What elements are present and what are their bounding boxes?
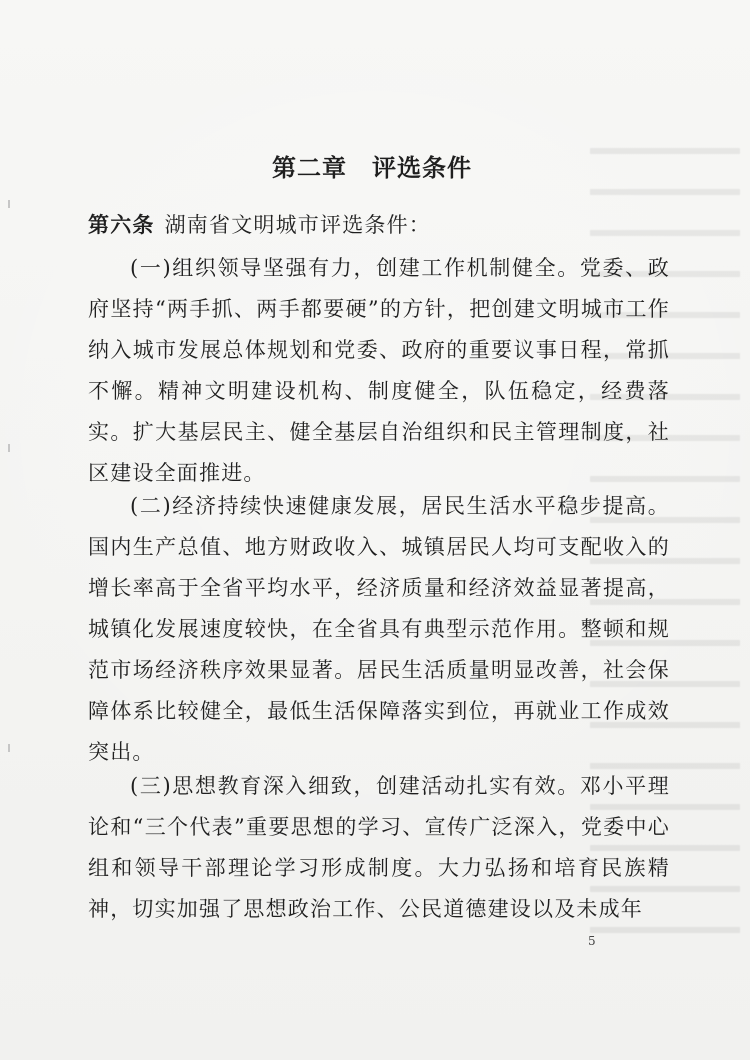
left-edge-mark [8, 200, 10, 208]
article-heading [88, 209, 431, 239]
paragraph-2: (二)经济持续快速健康发展，居民生活水平稳步提高。国内生产总值、地方财政收入、城镇居民人均可支配收入的增长率高于全省平均水平，经济质量和经济效益显著提高，城镇化发展速度较快，在全省具有典型示范作用。整顿和规范市场经济秩序效果显著。居民生活质量明显改善，社会保障体系比较健全，最低生活保障落实到位，再就业工作成效突出。 [88, 494, 670, 764]
article-text: 湖南省文明城市评选条件： [164, 213, 432, 237]
paragraph-1: (一)组织领导坚强有力，创建工作机制健全。党委、政府坚持“两手抓、两手都要硬”的方针，把创建文明城市工作纳入城市发展总体规划和党委、政府的重要议事日程，常抓不懈。精神文明建设机构、制度健全，队伍稳定，经费落实。扩大基层民主、健全基层自治组织和民主管理制度，社区建设全面推进。 [88, 256, 670, 485]
left-edge-mark [8, 444, 10, 452]
paragraph-3: (三)思想教育深入细致，创建活动扎实有效。邓小平理论和“三个代表”重要思想的学习、宣传广泛深入，党委中心组和领导干部理论学习形成制度。大力弘扬和培育民族精神，切实加强了思想政治工作、公民道德建设以及未成年 [88, 774, 670, 921]
chapter-title: 第二章 评选条件 [272, 153, 472, 182]
page-number: 5 [588, 934, 596, 948]
left-edge-mark [8, 744, 10, 752]
article-label: 第六条 [88, 212, 155, 237]
